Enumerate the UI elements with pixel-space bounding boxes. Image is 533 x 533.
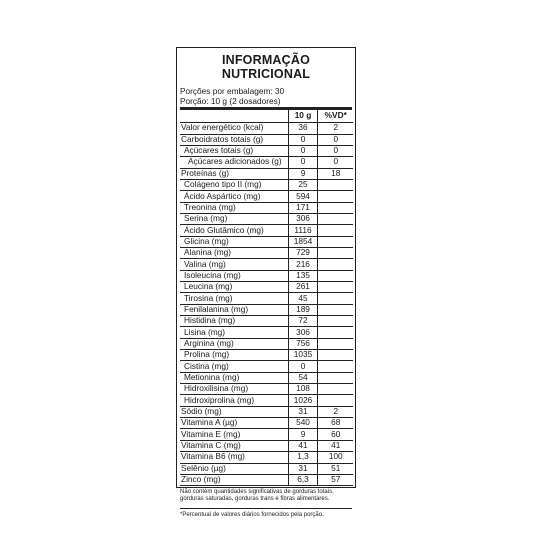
table-row xyxy=(180,202,353,213)
nutrient-name: Fenilalanina (mg) xyxy=(180,304,288,315)
nutrient-name: Cistina (mg) xyxy=(180,361,288,372)
nutrient-daily-value xyxy=(317,191,353,202)
nutrient-value: 0 xyxy=(288,145,317,156)
nutrient-daily-value: 18 xyxy=(317,168,353,179)
nutrient-daily-value: 0 xyxy=(317,145,353,156)
nutrition-facts-label xyxy=(176,47,356,518)
nutrient-name: Selênio (µg) xyxy=(180,463,288,474)
portion-size: Porção: 10 g (2 dosadores) xyxy=(180,95,281,106)
nutrient-name: Alanina (mg) xyxy=(180,247,288,258)
table-row xyxy=(180,123,353,134)
header-empty xyxy=(180,110,288,123)
nutrient-value: 0 xyxy=(288,157,317,168)
nutrient-value: 0 xyxy=(288,361,317,372)
nutrient-name: Proteínas (g) xyxy=(180,168,288,179)
nutrient-daily-value xyxy=(317,236,353,247)
table-row xyxy=(180,463,353,474)
table-row xyxy=(180,406,353,417)
header-vd: %VD* xyxy=(317,110,353,123)
nutrient-name: Arginina (mg) xyxy=(180,338,288,349)
table-row xyxy=(180,282,353,293)
table-row xyxy=(180,247,353,258)
table-header-row xyxy=(180,110,353,123)
nutrient-daily-value: 2 xyxy=(317,123,353,134)
nutrient-value: 31 xyxy=(288,406,317,417)
nutrient-value: 1035 xyxy=(288,350,317,361)
nutrient-value: 135 xyxy=(288,270,317,281)
nutrient-name: Vitamina C (mg) xyxy=(180,440,288,451)
portions-per-package: Porções por embalagem: 30 xyxy=(180,86,285,96)
nutrient-name: Hidroxiprolina (mg) xyxy=(180,395,288,406)
nutrient-name: Isoleucina (mg) xyxy=(180,270,288,281)
nutrition-rows xyxy=(180,123,353,486)
table-row xyxy=(180,452,353,463)
nutrient-daily-value: 51 xyxy=(317,463,353,474)
nutrient-name: Metionina (mg) xyxy=(180,372,288,383)
table-row xyxy=(180,395,353,406)
table-row xyxy=(180,134,353,145)
nutrient-name: Vitamina B6 (mg) xyxy=(180,452,288,463)
nutrient-value: 9 xyxy=(288,168,317,179)
table-row xyxy=(180,429,353,440)
nutrient-value: 54 xyxy=(288,372,317,383)
table-row xyxy=(180,168,353,179)
nutrient-name: Ácido Aspártico (mg) xyxy=(180,191,288,202)
table-row xyxy=(180,361,353,372)
nutrient-daily-value: 68 xyxy=(317,418,353,429)
nutrient-daily-value xyxy=(317,179,353,190)
table-row xyxy=(180,191,353,202)
nutrient-value: 25 xyxy=(288,179,317,190)
nutrient-value: 1,3 xyxy=(288,452,317,463)
nutrient-name: Prolina (mg) xyxy=(180,350,288,361)
nutrient-daily-value xyxy=(317,361,353,372)
nutrient-daily-value xyxy=(317,316,353,327)
nutrient-name: Colágeno tipo II (mg) xyxy=(180,179,288,190)
nutrient-daily-value xyxy=(317,259,353,270)
table-row xyxy=(180,259,353,270)
nutrient-value: 9 xyxy=(288,429,317,440)
nutrient-value: 216 xyxy=(288,259,317,270)
nutrient-value: 41 xyxy=(288,440,317,451)
nutrient-name: Leucina (mg) xyxy=(180,282,288,293)
nutrient-value: 1026 xyxy=(288,395,317,406)
nutrient-name: Treonina (mg) xyxy=(180,202,288,213)
nutrient-value: 306 xyxy=(288,213,317,224)
table-row xyxy=(180,157,353,168)
portion-info xyxy=(180,87,352,110)
nutrient-value: 261 xyxy=(288,282,317,293)
nutrient-daily-value xyxy=(317,338,353,349)
nutrient-daily-value xyxy=(317,350,353,361)
nutrient-value: 756 xyxy=(288,338,317,349)
table-row xyxy=(180,213,353,224)
nutrition-footnote: *Percentual de valores diários fornecidos pela porção. xyxy=(180,511,324,518)
nutrient-value: 189 xyxy=(288,304,317,315)
nutrient-value: 306 xyxy=(288,327,317,338)
nutrient-name: Ácido Glutâmico (mg) xyxy=(180,225,288,236)
table-row xyxy=(180,293,353,304)
nutrient-value: 540 xyxy=(288,418,317,429)
table-row xyxy=(180,327,353,338)
table-row xyxy=(180,145,353,156)
nutrient-daily-value: 41 xyxy=(317,440,353,451)
nutrient-name: Valor energético (kcal) xyxy=(180,123,288,134)
nutrient-daily-value xyxy=(317,384,353,395)
nutrient-value: 36 xyxy=(288,123,317,134)
nutrient-daily-value xyxy=(317,293,353,304)
nutrient-daily-value xyxy=(317,372,353,383)
table-row xyxy=(180,474,353,485)
nutrient-daily-value: 0 xyxy=(317,157,353,168)
nutrient-value: 1854 xyxy=(288,236,317,247)
nutrient-daily-value xyxy=(317,282,353,293)
nutrient-value: 108 xyxy=(288,384,317,395)
nutrient-value: 1116 xyxy=(288,225,317,236)
nutrient-name: Carboidratos totais (g) xyxy=(180,134,288,145)
nutrient-name: Vitamina E (mg) xyxy=(180,429,288,440)
table-row xyxy=(180,304,353,315)
nutrient-value: 6,3 xyxy=(288,474,317,485)
table-row xyxy=(180,372,353,383)
table-row xyxy=(180,270,353,281)
nutrient-name: Açúcares totais (g) xyxy=(180,145,288,156)
nutrient-name: Sódio (mg) xyxy=(180,406,288,417)
nutrient-daily-value xyxy=(317,225,353,236)
header-value: 10 g xyxy=(288,110,317,123)
nutrition-table xyxy=(180,110,353,486)
nutrient-value: 729 xyxy=(288,247,317,258)
table-row xyxy=(180,440,353,451)
nutrient-daily-value: 60 xyxy=(317,429,353,440)
nutrient-daily-value xyxy=(317,247,353,258)
nutrient-name: Histidina (mg) xyxy=(180,316,288,327)
nutrient-name: Tirosina (mg) xyxy=(180,293,288,304)
table-row xyxy=(180,338,353,349)
nutrient-value: 594 xyxy=(288,191,317,202)
table-row xyxy=(180,236,353,247)
nutrient-name: Serina (mg) xyxy=(180,213,288,224)
nutrient-daily-value: 100 xyxy=(317,452,353,463)
nutrient-daily-value xyxy=(317,213,353,224)
nutrient-daily-value xyxy=(317,327,353,338)
table-row xyxy=(180,418,353,429)
nutrient-daily-value: 57 xyxy=(317,474,353,485)
nutrient-daily-value: 2 xyxy=(317,406,353,417)
table-row xyxy=(180,350,353,361)
nutrient-value: 31 xyxy=(288,463,317,474)
nutrient-value: 171 xyxy=(288,202,317,213)
nutrient-name: Glicina (mg) xyxy=(180,236,288,247)
nutrient-name: Lisina (mg) xyxy=(180,327,288,338)
nutrient-name: Valina (mg) xyxy=(180,259,288,270)
table-row xyxy=(180,225,353,236)
nutrient-daily-value xyxy=(317,304,353,315)
nutrient-name: Açúcares adicionados (g) xyxy=(180,157,288,168)
nutrient-daily-value xyxy=(317,395,353,406)
nutrient-daily-value xyxy=(317,270,353,281)
nutrient-name: Zinco (mg) xyxy=(180,474,288,485)
table-row xyxy=(180,179,353,190)
nutrition-note: Não contém quantidades significativas de gorduras totais, gorduras saturadas, gorduras trans e fibras alimentares. xyxy=(180,489,352,509)
nutrient-value: 0 xyxy=(288,134,317,145)
label-title: INFORMAÇÃO NUTRICIONAL xyxy=(221,53,311,81)
nutrient-value: 72 xyxy=(288,316,317,327)
table-row xyxy=(180,384,353,395)
table-row xyxy=(180,316,353,327)
nutrient-daily-value xyxy=(317,202,353,213)
nutrient-name: Hidroxilisina (mg) xyxy=(180,384,288,395)
nutrient-daily-value: 0 xyxy=(317,134,353,145)
nutrient-name: Vitamina A (µg) xyxy=(180,418,288,429)
nutrient-value: 45 xyxy=(288,293,317,304)
